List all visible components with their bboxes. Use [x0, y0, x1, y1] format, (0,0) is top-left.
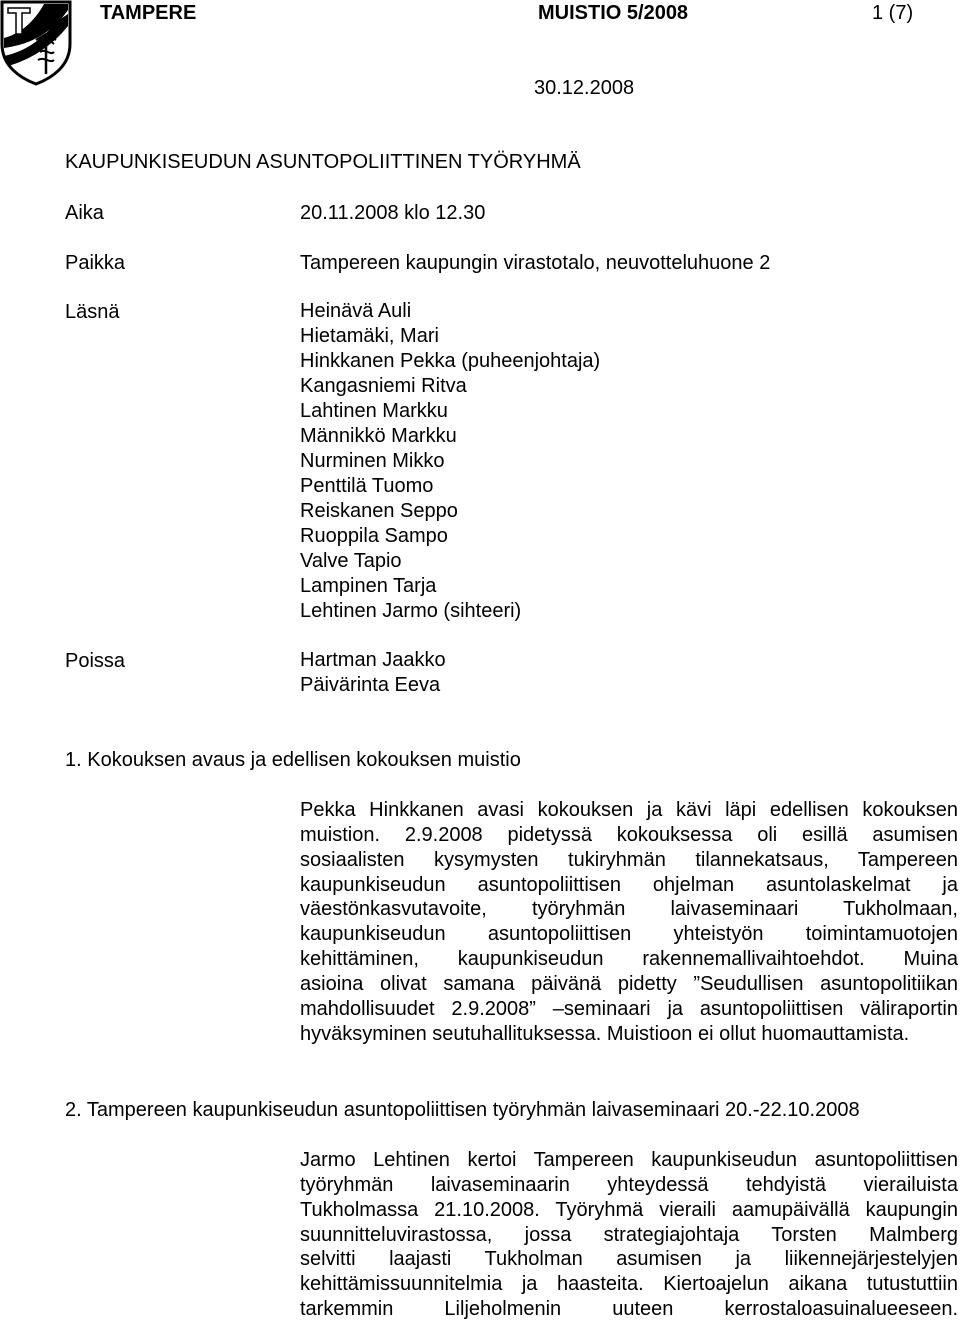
body-line: selvitti laajasti Tukholman asumisen ja liikennejärjestelyjen [300, 1248, 958, 1271]
present-name: Nurminen Mikko [300, 450, 445, 472]
body-line: väestönkasvutavoite, työryhmän laivaseminaari Tukholmaan, [300, 898, 958, 921]
section-1-body [300, 798, 958, 1046]
body-line: tarkemmin Liljeholmenin uuteen kerrostaloasuinalueeseen. [300, 1298, 958, 1321]
time-value: 20.11.2008 klo 12.30 [300, 202, 486, 224]
present-name: Lampinen Tarja [300, 575, 437, 597]
present-list [300, 299, 600, 624]
body-line: Jarmo Lehtinen kertoi Tampereen kaupunkiseudun asuntopoliittisen [300, 1149, 958, 1171]
section-heading-2: 2. Tampereen kaupunkiseudun asuntopoliittisen työryhmän laivaseminaari 20.-22.10.2008 [65, 1099, 860, 1121]
body-line: hyväksyminen seutuhallituksessa. Muistioon ei ollut huomauttamista. [300, 1022, 910, 1045]
absent-list [300, 648, 446, 698]
place-label: Paikka [65, 252, 126, 274]
time-label: Aika [65, 202, 104, 224]
body-line: kehittämissuunnitelmia ja haasteita. Kiertoajelun aikana tutustuttiin [300, 1273, 958, 1296]
group-title: KAUPUNKISEUDUN ASUNTOPOLIITTINEN TYÖRYHMÄ [65, 151, 581, 173]
page-number: 1 (7) [872, 2, 914, 24]
present-label: Läsnä [65, 301, 120, 323]
present-name: Lahtinen Markku [300, 400, 448, 422]
memo-title: MUISTIO 5/2008 [538, 2, 689, 24]
present-name: Männikkö Markku [300, 425, 457, 447]
present-name: Hinkkanen Pekka (puheenjohtaja) [300, 350, 601, 372]
body-line: Pekka Hinkkanen avasi kokouksen ja kävi läpi edellisen kokouksen [300, 799, 958, 821]
body-line: kaupunkiseudun asuntopoliittisen yhteistyön toimintamuotojen [300, 923, 958, 946]
present-name: Penttilä Tuomo [300, 475, 434, 497]
present-name: Heinävä Auli [300, 300, 412, 322]
section-heading-1: 1. Kokouksen avaus ja edellisen kokouksen muistio [65, 749, 521, 771]
absent-name: Hartman Jaakko [300, 649, 446, 671]
tampere-coat-of-arms-logo [0, 0, 72, 86]
body-line: mahdollisuudet 2.9.2008” –seminaari ja asuntopoliittisen väliraportin [300, 997, 958, 1020]
present-name: Kangasniemi Ritva [300, 375, 467, 397]
body-line: työryhmän laivaseminaarin yhteydessä tehdyistä vierailuista [300, 1173, 958, 1196]
header-city: TAMPERE [100, 2, 197, 24]
body-line: kehittäminen, kaupunkiseudun rakennemallivaihtoehdot. Muina [300, 948, 958, 971]
present-name: Valve Tapio [300, 550, 402, 572]
present-name: Ruoppila Sampo [300, 525, 448, 547]
absent-label: Poissa [65, 650, 126, 672]
present-name: Lehtinen Jarmo (sihteeri) [300, 600, 522, 622]
body-line: sosiaalisten kysymysten tukiryhmän tilannekatsaus, Tampereen [300, 848, 958, 871]
section-2-body [300, 1148, 958, 1322]
body-line: suunnitteluvirastossa, jossa strategiajohtaja Torsten Malmberg [300, 1223, 958, 1246]
body-line: kaupunkiseudun asuntopoliittisen ohjelman asuntolaskelmat ja [300, 873, 958, 896]
absent-name: Päivärinta Eeva [300, 674, 441, 696]
memo-date: 30.12.2008 [534, 77, 635, 99]
body-line: muistion. 2.9.2008 pidetyssä kokouksessa oli esillä asumisen [300, 823, 958, 846]
present-name: Reiskanen Seppo [300, 500, 458, 522]
place-value: Tampereen kaupungin virastotalo, neuvotteluhuone 2 [300, 252, 771, 274]
present-name: Hietamäki, Mari [300, 325, 439, 347]
body-line: Tukholmassa 21.10.2008. Työryhmä vieraili aamupäivällä kaupungin [300, 1198, 958, 1221]
body-line: asioina olivat samana päivänä pidetty ”Seudullisen asuntopolitiikan [300, 972, 958, 995]
